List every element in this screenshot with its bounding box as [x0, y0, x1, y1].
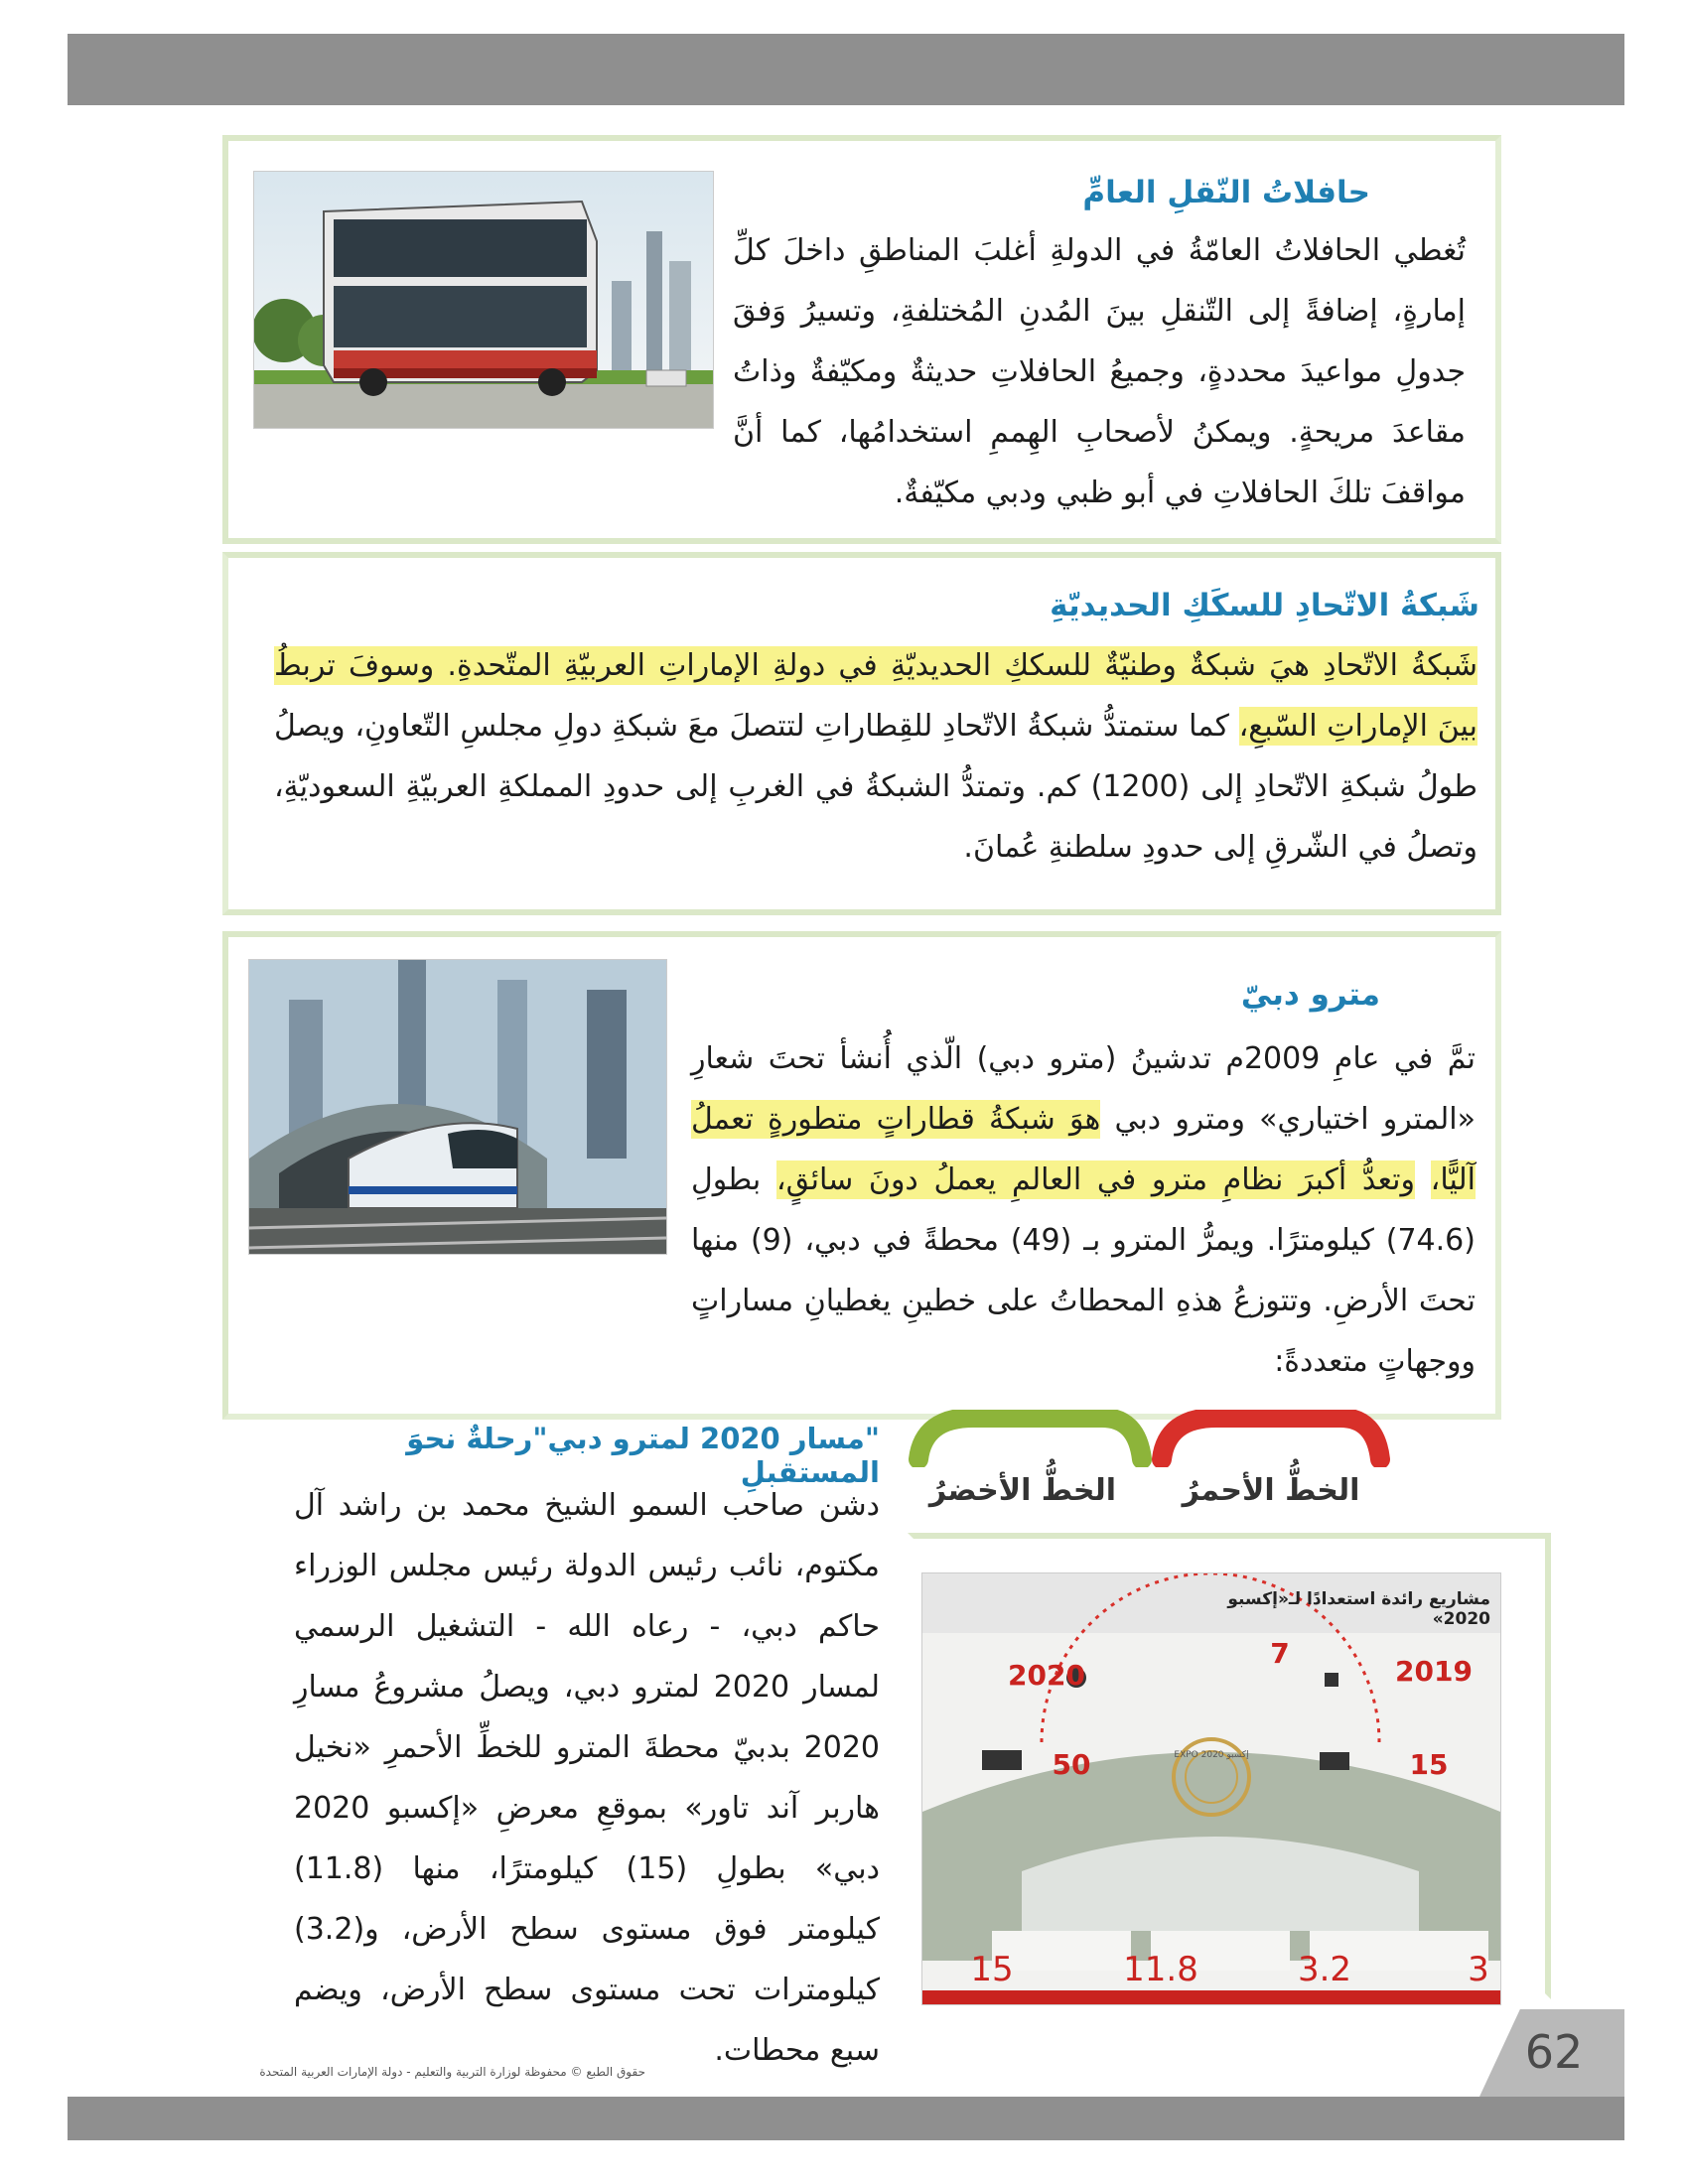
metro-title: مترو دبيّ — [1240, 977, 1380, 1013]
metro-text-3: بطولِ (74.6) كيلومترًا. ويمرُّ المترو بـ (49) محطةً في دبي، (9) منها تحتَ الأرضِ. وتتوزعُ هذهِ المحطاتُ على خطينِ يغطيانِ مساراتٍ ووجهاتٍ متعددةً: — [691, 1162, 1476, 1379]
infographic-50: 50 — [1052, 1748, 1091, 1781]
top-bar — [68, 34, 1624, 105]
buses-paragraph: تُغطي الحافلاتُ العامّةُ في الدولةِ أغلبَ المناطقِ داخلَ كلِّ إمارةٍ، إضافةً إلى التّنقلِ بينَ المُدنِ المُختلفةِ، وتسيرُ وَفقَ جدولِ مواعيدَ محددةٍ، وجميعُ الحافلاتِ حديثةٌ ومكيّفةٌ وذاتُ مقاعدَ مريحةٍ. ويمكنُ لأصحابِ الهِممِ استخدامُها، كما أنَّ مواقفَ تلكَ الحافلاتِ في أبو ظبي ودبي مكيّفةٌ. — [733, 233, 1466, 510]
infographic-7: 7 — [1270, 1637, 1290, 1670]
infographic-15: 15 — [1409, 1748, 1449, 1781]
rail-paragraph — [274, 635, 1477, 878]
infographic-bottom-3: 3 — [1468, 1950, 1489, 1989]
infographic-2019: 2019 — [1395, 1655, 1473, 1688]
red-line-label: الخطُّ الأحمرُ — [1182, 1473, 1360, 1508]
expo-infographic — [921, 1572, 1501, 2005]
infographic-title: مشاريع رائدة استعدادًا لـ«إكسبو 2020» — [1227, 1589, 1490, 1629]
infographic-2020: 2020 — [1008, 1659, 1085, 1692]
rail-title: شَبكةُ الاتّحادِ للسكَكِ الحديديّةِ — [1050, 588, 1479, 623]
metro-text-1: تمَّ في عامِ 2009م تدشينُ (مترو دبي) الّذي أُنشأ تحتَ شعارِ «المترو اختياري» ومترو دبي — [691, 1041, 1477, 1137]
metro-photo — [248, 959, 667, 1255]
metro-paragraph — [691, 1028, 1476, 1392]
buses-title: حافلاتُ النّقلِ العامِّ — [1082, 175, 1370, 210]
infographic-bottom-3-2: 3.2 — [1297, 1950, 1352, 1989]
metro-lines-arcs — [904, 1410, 1400, 1467]
green-line-arc — [918, 1418, 1142, 1459]
infographic-bottom-11-8: 11.8 — [1123, 1950, 1198, 1989]
infographic-expo-label: EXPO 2020 إكسبو — [1174, 1750, 1249, 1760]
metro-text-2 — [1415, 1162, 1431, 1197]
rail-text: كما ستمتدُّ شبكةُ الاتّحادِ للقِطاراتِ لتتصلَ معَ شبكةِ دولِ مجلسِ التّعاونِ، ويصلُ طولُ شبكةِ الاتّحادِ إلى (1200) كم. وتمتدُّ الشبكةُ في الغربِ إلى حدودِ المملكةِ العربيّةِ السعوديّةِ، وتصلُ في الشّرقِ إلى حدودِ سلطنةِ عُمانَ. — [274, 709, 1477, 865]
infographic-bottom-15: 15 — [970, 1950, 1014, 1989]
copyright-note: حقوق الطبع © محفوظة لوزارة التربية والتعليم - دولة الإمارات العربية المتحدة — [259, 2065, 645, 2079]
metro-highlight-1: هوَ شبكةُ قطاراتٍ متطورةٍ تعملُ آليًّا، — [691, 1102, 1476, 1197]
route2020-paragraph: دشن صاحب السمو الشيخ محمد بن راشد آل مكتوم، نائب رئيس الدولة رئيس مجلس الوزراء حاكم دبي، - رعاه الله - التشغيل الرسمي لمسار 2020 لمترو دبي، ويصلُ مشروعُ مسارِ 2020 بدبيّ محطةَ المترو للخطِّ الأحمرِ «نخيل هاربر آند تاور» بموقعِ معرضِ «إكسبو 2020 دبي» بطولِ (15) كيلومترًا، منها (11.8) كيلومتر فوق مستوى سطح الأرض، و(3.2) كيلومترات تحت مستوى سطح الأرض، ويضم سبع محطات. — [294, 1488, 880, 2068]
bus-photo — [253, 171, 714, 429]
green-line-label: الخطُّ الأخضرُ — [928, 1473, 1117, 1508]
page-number: 62 — [1524, 2025, 1584, 2079]
red-line-arc — [1162, 1418, 1380, 1459]
rail-highlight: شَبكةُ الاتّحادِ هيَ شبكةٌ وطنيّةٌ للسككِ الحديديّةِ في دولةِ الإماراتِ العربيّةِ المتّحدةِ. وسوفَ تربطُ بينَ الإماراتِ السّبعِ، — [274, 648, 1477, 744]
metro-highlight-2: وتعدُّ أكبرَ نظامِ مترو في العالمِ يعملُ دونَ سائقٍ، — [775, 1162, 1415, 1197]
bottom-bar — [68, 2097, 1624, 2140]
route2020-title: "مسار 2020 لمترو دبي"رحلةٌ نحوَ المستقبلِ — [406, 1422, 880, 1489]
